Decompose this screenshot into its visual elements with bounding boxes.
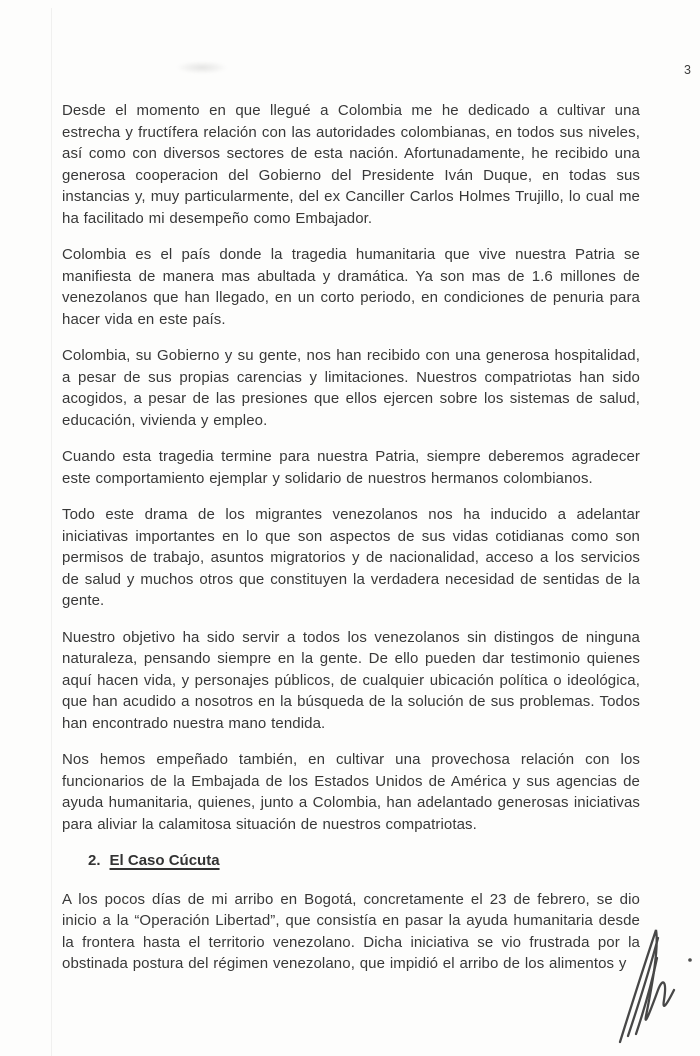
scan-edge-line xyxy=(51,8,52,1056)
paragraph-us-embassy: Nos hemos empeñado también, en cultivar una provechosa relación con los funcionarios de la Embajada de los Estados Unidos de América y sus agencias de ayuda humanitaria, quienes, junto a Colombia, han adelantado generosas iniciativas para aliviar la calamitosa situación de nuestros compatriotas. xyxy=(62,751,640,833)
paragraph-migrant-initiatives: Todo este drama de los migrantes venezolanos nos ha inducido a adelantar iniciativas importantes en lo que son aspectos de sus vidas cotidianas como son permisos de trabajo, asuntos migratorios y de nacionalidad, acceso a los servicios de salud y muchos otros que constituyen la verdadera necesidad de sentidas de la gente. xyxy=(62,506,640,609)
signature-initials-mark xyxy=(606,924,698,1046)
section-number: 2. xyxy=(88,852,101,869)
document-body xyxy=(62,100,640,990)
paragraph-humanitarian-tragedy: Colombia es el país donde la tragedia humanitaria que vive nuestra Patria se manifiesta de manera mas abultada y dramática. Ya son mas de 1.6 millones de venezolanos que han llegado, en un corto periodo, en condiciones de penuria para hacer vida en este país. xyxy=(62,246,640,328)
handwritten-initials-icon xyxy=(606,924,698,1046)
paragraph-operacion-libertad: A los pocos días de mi arribo en Bogotá, concretamente el 23 de febrero, se dio inicio a la “Operación Libertad”, que consistía en pasar la ayuda humanitaria desde la frontera hasta el territorio venezolano. Dicha iniciativa se vio frustrada por la obstinada postura del régimen venezolano, que impidió el arribo de los alimentos y xyxy=(62,890,640,972)
paragraph-objective: Nuestro objetivo ha sido servir a todos los venezolanos sin distingos de ninguna naturaleza, pensando siempre en la gente. De ello pueden dar testimonio quienes aquí hacen vida, y personajes públicos, de cualquier ubicación política o ideológica, que han acudido a nosotros en la búsqueda de la solución de sus problemas. Todos han encontrado nuestra mano tendida. xyxy=(62,628,640,732)
scan-smudge xyxy=(176,61,228,74)
section-title: El Caso Cúcuta xyxy=(109,852,220,869)
paragraph-gratitude: Cuando esta tragedia termine para nuestra Patria, siempre deberemos agradecer este comportamiento ejemplar y solidario de nuestros hermanos colombianos. xyxy=(62,448,640,487)
paragraph-colombia-relations: Desde el momento en que llegué a Colombia me he dedicado a cultivar una estrecha y fructífera relación con las autoridades colombianas, en todos sus niveles, así como con diversos sectores de esta nación. Afortunadamente, he recibido una generosa cooperacion del Gobierno del Presidente Iván Duque, en todas sus instancias y, muy particularmente, del ex Canciller Carlos Holmes Trujillo, lo cual me ha facilitado mi desempeño como Embajador. xyxy=(62,102,640,227)
page-number: 3 xyxy=(684,63,691,77)
paragraph-hospitality: Colombia, su Gobierno y su gente, nos han recibido con una generosa hospitalidad, a pesar de sus propias carencias y limitaciones. Nuestros compatriotas han sido acogidos, a pesar de las presiones que ellos ejercen sobre los sistemas de salud, educación, vivienda y empleo. xyxy=(62,347,640,429)
section-heading xyxy=(62,850,640,872)
